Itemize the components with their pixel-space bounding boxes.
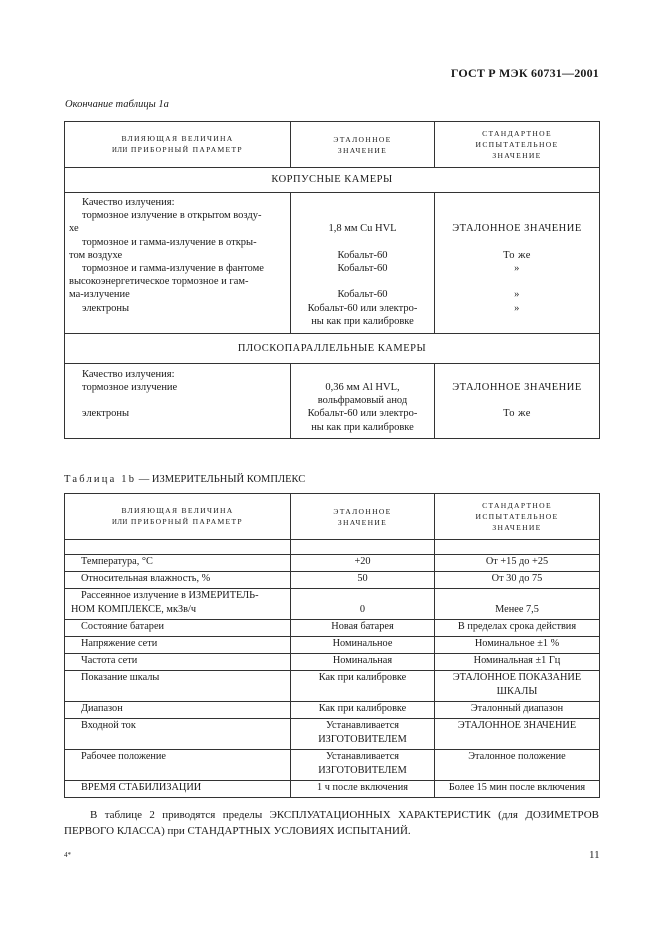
cell-standard-test: ЭТАЛОННОЕ ЗНАЧЕНИЕ — [435, 719, 600, 750]
col-header-influence: ВЛИЯЮЩАЯ ВЕЛИЧИНА ИЛИ ПРИБОРНЫЙ ПАРАМЕТР — [65, 122, 291, 168]
cell-reference: 1 ч после включения — [291, 781, 435, 798]
document-code: ГОСТ Р МЭК 60731—2001 — [450, 66, 599, 80]
table-row — [65, 781, 600, 798]
cell-influence: ВРЕМЯ СТАБИЛИЗАЦИИ — [65, 781, 291, 798]
table-header-row — [65, 494, 600, 540]
table-spacer-row — [65, 540, 600, 555]
cell-standard-test: От +15 до +25 — [435, 555, 600, 572]
cell-influence: Состояние батареи — [65, 620, 291, 637]
cell-reference: Как при калибровке — [291, 671, 435, 702]
cell-standard-test: В пределах срока действия — [435, 620, 600, 637]
table-row — [65, 671, 600, 702]
col-header-standard-test: СТАНДАРТНОЕ ИСПЫТАТЕЛЬНОЕ ЗНАЧЕНИЕ — [435, 122, 600, 168]
table-1a — [64, 121, 600, 439]
cell-reference: 0,36 мм Al HVL, вольфрамовый анод Кобальт-60 или электро- ны как при калибровке — [291, 363, 435, 438]
table-row — [65, 555, 600, 572]
cell-influence: Качество излучения: тормозное излучение электроны — [65, 363, 291, 438]
col-header-reference: ЭТАЛОННОЕ ЗНАЧЕНИЕ — [291, 494, 435, 540]
cell-influence: Входной ток — [65, 719, 291, 750]
cell-reference: Номинальная — [291, 654, 435, 671]
cell-influence: Температура, °С — [65, 555, 291, 572]
cell-standard-test: От 30 до 75 — [435, 572, 600, 589]
cell-reference: +20 — [291, 555, 435, 572]
cell-reference: Номинальное — [291, 637, 435, 654]
cell-reference: 1,8 мм Cu HVL Кобальт-60 Кобальт-60 Кобальт-60 Кобальт-60 или электро- ны как при калибровке — [291, 193, 435, 334]
cell-influence: Рассеянное излучение в ИЗМЕРИТЕЛЬ- НОМ КОМПЛЕКСЕ, мкЗв/ч — [65, 589, 291, 620]
table-row — [65, 363, 600, 438]
cell-reference: 50 — [291, 572, 435, 589]
col-header-reference: ЭТАЛОННОЕ ЗНАЧЕНИЕ — [291, 122, 435, 168]
footer-mark: 4* — [64, 851, 71, 859]
cell-reference: Новая батарея — [291, 620, 435, 637]
cell-influence: Рабочее положение — [65, 750, 291, 781]
section-title: ПЛОСКОПАРАЛЛЕЛЬНЫЕ КАМЕРЫ — [65, 333, 600, 363]
table-row — [65, 589, 600, 620]
table-row — [65, 719, 600, 750]
cell-reference: Устанавливается ИЗГОТОВИТЕЛЕМ — [291, 719, 435, 750]
cell-influence: Качество излучения: тормозное излучение в открытом возду- хе тормозное и гамма-излучение в откры- том воздухе тормозное и гамма-излучение в фантоме высокоэнергетическое тормозное и гам- ма-излучение электроны — [65, 193, 291, 334]
cell-influence: Напряжение сети — [65, 637, 291, 654]
cell-influence: Относительная влажность, % — [65, 572, 291, 589]
cell-standard-test: Эталонный диапазон — [435, 702, 600, 719]
cell-standard-test: Эталонное положение — [435, 750, 600, 781]
cell-standard-test: Менее 7,5 — [435, 589, 600, 620]
table-row — [65, 654, 600, 671]
cell-reference: Устанавливается ИЗГОТОВИТЕЛЕМ — [291, 750, 435, 781]
table-row — [65, 572, 600, 589]
cell-influence: Показание шкалы — [65, 671, 291, 702]
table-header-row — [65, 122, 600, 168]
table-1b-title: Таблица 1b — ИЗМЕРИТЕЛЬНЫЙ КОМПЛЕКС — [64, 474, 306, 485]
cell-influence: Диапазон — [65, 702, 291, 719]
table-row — [65, 637, 600, 654]
cell-standard-test: ЭТАЛОННОЕ ЗНАЧЕНИЕ То же — [435, 363, 600, 438]
cell-reference: 0 — [291, 589, 435, 620]
body-paragraph: В таблице 2 приводятся пределы ЭКСПЛУАТАЦИОННЫХ ХАРАКТЕРИСТИК (для ДОЗИМЕТРОВ ПЕРВОГО КЛАССА) при СТАНДАРТНЫХ УСЛОВИЯХ ИСПЫТАНИЙ. — [64, 809, 599, 837]
cell-standard-test: Более 15 мин после включения — [435, 781, 600, 798]
col-header-standard-test: СТАНДАРТНОЕ ИСПЫТАТЕЛЬНОЕ ЗНАЧЕНИЕ — [435, 494, 600, 540]
cell-standard-test: Номинальное ±1 % — [435, 637, 600, 654]
table-1b — [64, 493, 600, 798]
cell-influence: Частота сети — [65, 654, 291, 671]
section-title-row — [65, 333, 600, 363]
cell-standard-test: ЭТАЛОННОЕ ПОКАЗАНИЕ ШКАЛЫ — [435, 671, 600, 702]
table-continuation-label: Окончание таблицы 1а — [65, 99, 169, 110]
section-title-row — [65, 168, 600, 193]
cell-standard-test: Номинальная ±1 Гц — [435, 654, 600, 671]
table-row — [65, 193, 600, 334]
section-title: КОРПУСНЫЕ КАМЕРЫ — [65, 168, 600, 193]
table-row — [65, 702, 600, 719]
cell-standard-test: ЭТАЛОННОЕ ЗНАЧЕНИЕ То же » » » — [435, 193, 600, 334]
table-row — [65, 750, 600, 781]
page-number: 11 — [589, 849, 600, 861]
cell-reference: Как при калибровке — [291, 702, 435, 719]
col-header-influence: ВЛИЯЮЩАЯ ВЕЛИЧИНА ИЛИ ПРИБОРНЫЙ ПАРАМЕТР — [65, 494, 291, 540]
table-1b-body — [65, 555, 600, 798]
table-row — [65, 620, 600, 637]
